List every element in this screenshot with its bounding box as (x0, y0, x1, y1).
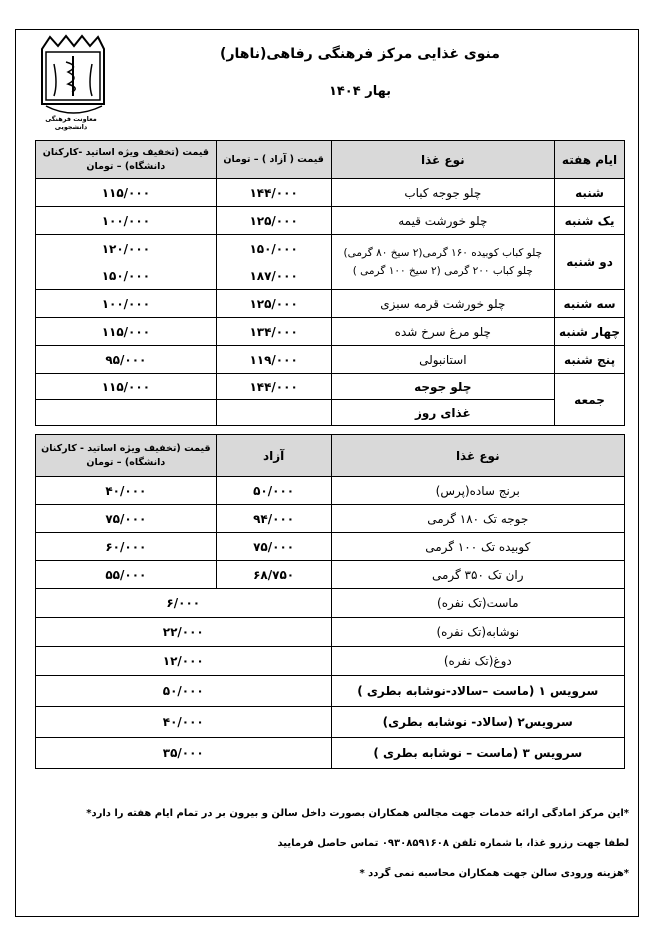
day-cell: یک شنبه (555, 207, 625, 235)
day-cell: شنبه (555, 179, 625, 207)
price-free-cell: ۱۲۵/۰۰۰ (216, 207, 331, 235)
note-text: لطفا جهت رزرو غذا، با شماره تلفن ۰۹۳۰۸۵۹۱۶۰۸ تماس حاصل فرمایید (277, 838, 629, 849)
food-cell: ران تک ۳۵۰ گرمی (331, 561, 624, 589)
table-row (36, 290, 625, 318)
price-discount-cell: ۱۰۰/۰۰۰ (36, 207, 217, 235)
header-day: ایام هفته (555, 141, 625, 179)
table-header-row (36, 141, 625, 179)
price-discount-option: ۱۲۰/۰۰۰ (101, 241, 151, 256)
price-free-cell: ۱۴۴/۰۰۰ (216, 374, 331, 400)
food-cell: چلو خورشت قیمه (331, 207, 555, 235)
food-cell: دوغ(تک نفره) (331, 647, 624, 676)
price-free-cell: ۱۱۹/۰۰۰ (216, 346, 331, 374)
service-cell: سرویس ۱ (ماست –سالاد-نوشابه بطری ) (331, 676, 624, 707)
price-free-cell: ۵۰/۰۰۰ (216, 477, 331, 505)
price-discount-cell: ۱۱۵/۰۰۰ (36, 179, 217, 207)
table-row (36, 647, 625, 676)
food-cell: چلو خورشت قرمه سبزی (331, 290, 555, 318)
header-price-discount: قیمت (تخفیف ویژه اساتید -کارکنان دانشگاه) – تومان (36, 141, 217, 179)
table-row (36, 235, 625, 290)
header-price-free: آزاد (216, 435, 331, 477)
table-header-row (36, 435, 625, 477)
food-cell: چلو جوجه (331, 374, 555, 400)
price-free-cell: ۱۴۴/۰۰۰ (216, 179, 331, 207)
price-discount-cell: ۶۰/۰۰۰ (36, 533, 217, 561)
table-row (36, 374, 625, 400)
table-row (36, 505, 625, 533)
food-cell (331, 235, 555, 290)
price-cell: ۴۰/۰۰۰ (36, 707, 332, 738)
university-logo-icon (32, 34, 112, 124)
table-row (36, 179, 625, 207)
food-cell: نوشابه(تک نفره) (331, 618, 624, 647)
food-option: چلو کباب ۲۰۰ گرمی (۲ سیخ ۱۰۰ گرمی ) (352, 265, 533, 277)
note-text: *این مرکز امادگی ارائه خدمات جهت مجالس همکاران بصورت داخل سالن و بیرون بر در تمام ایام هفته را دارد* (86, 808, 629, 819)
price-cell: ۶/۰۰۰ (36, 589, 332, 618)
table-row (36, 738, 625, 769)
price-discount-option: ۱۵۰/۰۰۰ (101, 268, 151, 283)
price-discount-cell: ۷۵/۰۰۰ (36, 505, 217, 533)
food-cell: استانبولی (331, 346, 555, 374)
weekly-menu-table (35, 140, 625, 426)
logo-subtitle: معاونت فرهنگی دانشجویی (45, 115, 97, 131)
service-cell: سرویس۲ (سالاد- نوشابه بطری) (331, 707, 624, 738)
empty-cell (36, 400, 217, 426)
header-food: نوع غذا (331, 141, 555, 179)
table-row (36, 477, 625, 505)
price-discount-cell: ۱۰۰/۰۰۰ (36, 290, 217, 318)
table-row (36, 561, 625, 589)
food-cell: چلو جوجه کباب (331, 179, 555, 207)
table-row (36, 207, 625, 235)
price-cell: ۱۲/۰۰۰ (36, 647, 332, 676)
table-row (36, 589, 625, 618)
price-discount-cell: ۴۰/۰۰۰ (36, 477, 217, 505)
extras-table (35, 434, 625, 769)
food-cell: جوجه تک ۱۸۰ گرمی (331, 505, 624, 533)
table-row (36, 676, 625, 707)
header-price-discount: قیمت (تخفیف ویژه اساتید - کارکنان دانشگاه) – تومان (36, 435, 217, 477)
price-discount-cell: ۹۵/۰۰۰ (36, 346, 217, 374)
empty-cell (216, 400, 331, 426)
day-cell: چهار شنبه (555, 318, 625, 346)
food-cell: برنج ساده(پرس) (331, 477, 624, 505)
price-free-cell: ۹۴/۰۰۰ (216, 505, 331, 533)
page-title: منوی غذایی مرکز فرهنگی رفاهی(ناهار) (220, 46, 500, 62)
food-cell: چلو مرغ سرخ شده (331, 318, 555, 346)
note-text: *هزینه ورودی سالن جهت همکاران محاسبه نمی گردد * (359, 868, 629, 879)
table-row (36, 318, 625, 346)
food-cell: کوبیده تک ۱۰۰ گرمی (331, 533, 624, 561)
table-row (36, 346, 625, 374)
day-cell: دو شنبه (555, 235, 625, 290)
price-free-cell: ۷۵/۰۰۰ (216, 533, 331, 561)
price-discount-cell: ۵۵/۰۰۰ (36, 561, 217, 589)
day-cell: پنج شنبه (555, 346, 625, 374)
day-cell: جمعه (555, 374, 625, 426)
price-free-option: ۱۵۰/۰۰۰ (249, 241, 298, 256)
price-cell: ۵۰/۰۰۰ (36, 676, 332, 707)
price-cell: ۲۲/۰۰۰ (36, 618, 332, 647)
price-cell: ۳۵/۰۰۰ (36, 738, 332, 769)
food-cell: ماست(تک نفره) (331, 589, 624, 618)
price-free-cell: ۱۳۴/۰۰۰ (216, 318, 331, 346)
food-option: چلو کباب کوبیده ۱۶۰ گرمی(۲ سیخ ۸۰ گرمی) (343, 247, 543, 259)
table-row (36, 707, 625, 738)
day-cell: سه شنبه (555, 290, 625, 318)
table-row (36, 618, 625, 647)
price-free-cell (216, 235, 331, 290)
price-free-option: ۱۸۷/۰۰۰ (249, 268, 298, 283)
header-price-free: قیمت ( آزاد ) – تومان (216, 141, 331, 179)
service-cell: سرویس ۳ (ماست – نوشابه بطری ) (331, 738, 624, 769)
table-row (36, 400, 625, 426)
header-food: نوع غذا (331, 435, 624, 477)
price-free-cell: ۱۲۵/۰۰۰ (216, 290, 331, 318)
price-discount-cell: ۱۱۵/۰۰۰ (36, 374, 217, 400)
price-free-cell: ۶۸/۷۵۰ (216, 561, 331, 589)
season-label: بهار ۱۴۰۴ (328, 84, 392, 99)
table-row (36, 533, 625, 561)
price-discount-cell (36, 235, 217, 290)
food-cell: غذای روز (331, 400, 555, 426)
price-discount-cell: ۱۱۵/۰۰۰ (36, 318, 217, 346)
